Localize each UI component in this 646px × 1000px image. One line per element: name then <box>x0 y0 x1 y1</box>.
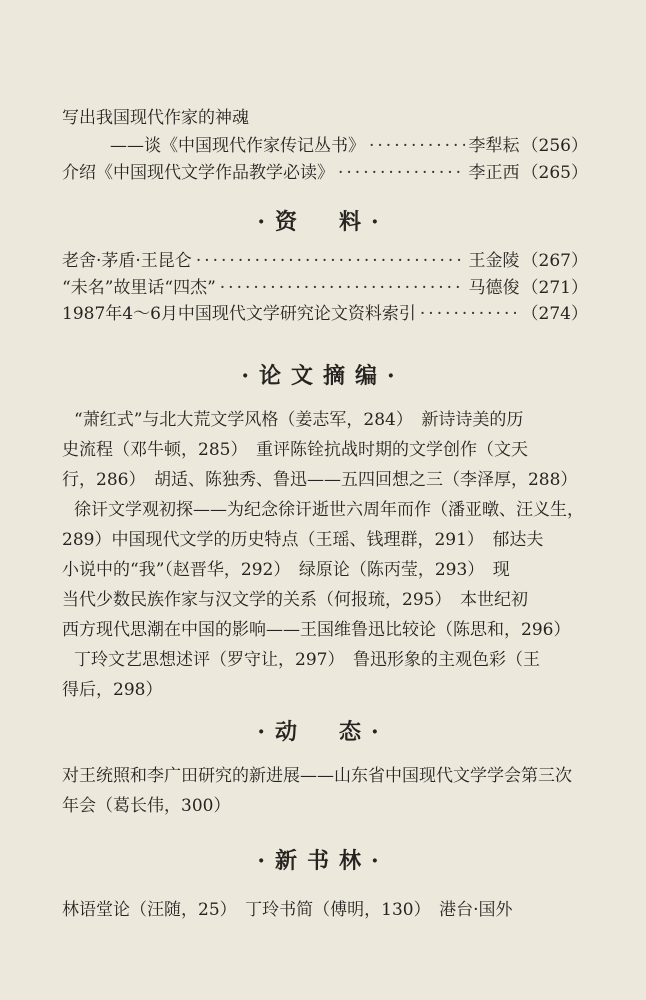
abstract-line: 丁玲文艺思想述评（罗守让，297） 鲁迅形象的主观色彩（王 <box>74 650 540 670</box>
section-heading: ·论文摘编· <box>241 363 405 389</box>
entry-author: 李正西 <box>468 163 520 183</box>
abstract-line: “萧红式”与北大荒文学风格（姜志军，284） 新诗诗美的历 <box>74 410 524 430</box>
abstract-line: 史流程（邓牛顿，285） 重评陈铨抗战时期的文学创作（文天 <box>62 440 528 460</box>
leader-dots <box>369 135 465 157</box>
entry-title: 老舍·茅盾·王昆仑 <box>62 251 192 271</box>
toc-entry <box>62 250 588 272</box>
section-heading: ·资 料· <box>257 209 389 235</box>
news-line: 年会（葛长伟，300） <box>62 796 231 816</box>
abstract-list <box>62 405 588 705</box>
entry-title: 写出我国现代作家的神魂 <box>62 108 249 128</box>
toc-entry <box>110 135 588 157</box>
abstract-line: 289）中国现代文学的历史特点（王瑶、钱理群，291） 郁达夫 <box>62 530 544 550</box>
abstract-line: 得后，298） <box>62 680 163 700</box>
abstract-line: 小说中的“我”（赵晋华，292） 绿原论（陈丙莹，293） 现 <box>62 560 510 580</box>
abstract-line: 当代少数民族作家与汉文学的关系（何报琉，295） 本世纪初 <box>62 590 528 610</box>
entry-page: （265） <box>521 163 588 183</box>
leader-dots <box>220 277 465 299</box>
entry-author: 李犁耘 <box>468 136 520 156</box>
entry-title: 介绍《中国现代文学作品教学必读》 <box>62 163 334 183</box>
entry-page: （271） <box>521 278 588 298</box>
entry-title: 1987年4～6月中国现代文学研究论文资料索引 <box>62 304 416 324</box>
entry-page: （256） <box>521 136 588 156</box>
section-heading: ·动 态· <box>257 719 389 745</box>
entry-page: （267） <box>521 251 588 271</box>
leader-dots <box>420 303 516 325</box>
toc-entry <box>62 277 588 299</box>
entry-title: “未名”故里话“四杰” <box>62 278 216 298</box>
entry-author: 马德俊 <box>468 278 520 298</box>
abstract-line: 行，286） 胡适、陈独秀、鲁迅——五四回想之三（李泽厚，288） <box>62 470 578 490</box>
entry-subtitle: ——谈《中国现代作家传记丛书》 <box>110 136 365 156</box>
leader-dots <box>196 250 465 272</box>
toc-entry <box>62 162 588 184</box>
abstract-line: 西方现代思潮在中国的影响——王国维鲁迅比较论（陈思和，296） <box>62 620 571 640</box>
leader-dots <box>338 162 465 184</box>
entry-author: 王金陵 <box>468 251 520 271</box>
news-list <box>62 761 588 821</box>
abstract-line: 徐讦文学观初探——为纪念徐讦逝世六周年而作（潘亚暾、汪义生， <box>74 500 584 520</box>
toc-entry <box>62 303 588 325</box>
news-line: 对王统照和李广田研究的新进展——山东省中国现代文学学会第三次 <box>62 766 572 786</box>
new-books-line: 林语堂论（汪随，25） 丁玲书简（傅明，130） 港台·国外 <box>62 900 513 920</box>
section-heading: ·新书林· <box>257 848 389 874</box>
entry-page: （274） <box>521 304 588 324</box>
